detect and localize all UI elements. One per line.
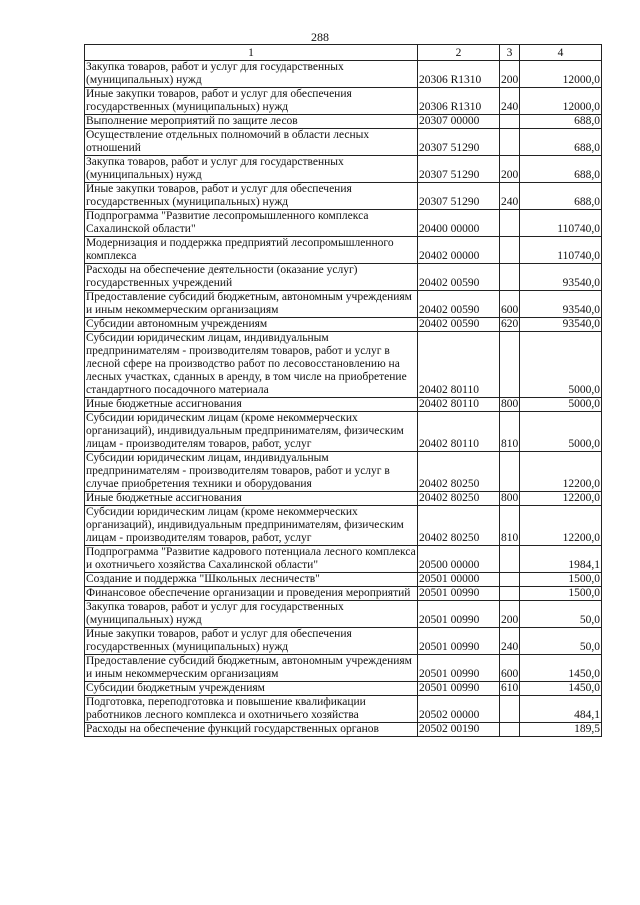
row-code-cell: 20402 00590 bbox=[418, 291, 500, 318]
budget-table bbox=[84, 44, 602, 737]
row-sum-cell: 110740,0 bbox=[520, 210, 602, 237]
row-code-cell: 20502 00000 bbox=[418, 696, 500, 723]
row-name-cell: Субсидии юридическим лицам (кроме некоммерческих организаций), индивидуальным предпринимателям, физическим лицам - производителям товаров, работ, услуг bbox=[85, 506, 418, 546]
row-expense-type-cell: 600 bbox=[500, 291, 520, 318]
row-code-cell: 20402 00000 bbox=[418, 237, 500, 264]
row-sum-cell: 12200,0 bbox=[520, 492, 602, 506]
row-code-cell: 20402 80250 bbox=[418, 506, 500, 546]
page-number: 288 bbox=[311, 30, 329, 44]
table-row bbox=[85, 291, 602, 318]
table-row bbox=[85, 723, 602, 737]
table-row bbox=[85, 492, 602, 506]
row-sum-cell: 5000,0 bbox=[520, 332, 602, 398]
row-code-cell: 20307 51290 bbox=[418, 129, 500, 156]
table-row bbox=[85, 506, 602, 546]
column-header-sum: 4 bbox=[520, 45, 602, 61]
row-code-cell: 20501 00990 bbox=[418, 628, 500, 655]
row-code-cell: 20501 00990 bbox=[418, 655, 500, 682]
table-row bbox=[85, 210, 602, 237]
row-expense-type-cell: 240 bbox=[500, 183, 520, 210]
row-sum-cell: 50,0 bbox=[520, 628, 602, 655]
row-name-cell: Модернизация и поддержка предприятий лесопромышленного комплекса bbox=[85, 237, 418, 264]
table-body bbox=[85, 61, 602, 737]
row-expense-type-cell: 600 bbox=[500, 655, 520, 682]
row-expense-type-cell bbox=[500, 264, 520, 291]
row-sum-cell: 688,0 bbox=[520, 183, 602, 210]
row-sum-cell: 5000,0 bbox=[520, 412, 602, 452]
row-name-cell: Субсидии юридическим лицам, индивидуальным предпринимателям - производителям товаров, работ и услуг в лесной сфере на производство работ по лесовосстановлению на лесных участках, сданных в аренду, в том числе на приобретение стандартного посадочного материала bbox=[85, 332, 418, 398]
row-name-cell: Субсидии бюджетным учреждениям bbox=[85, 682, 418, 696]
row-sum-cell: 688,0 bbox=[520, 129, 602, 156]
row-sum-cell: 12000,0 bbox=[520, 88, 602, 115]
row-code-cell: 20400 00000 bbox=[418, 210, 500, 237]
row-name-cell: Расходы на обеспечение функций государственных органов bbox=[85, 723, 418, 737]
row-sum-cell: 50,0 bbox=[520, 601, 602, 628]
row-name-cell: Подпрограмма "Развитие кадрового потенциала лесного комплекса и охотничьего хозяйства Сахалинской области" bbox=[86, 546, 416, 571]
row-sum-cell: 484,1 bbox=[520, 696, 602, 723]
row-expense-type-cell bbox=[500, 237, 520, 264]
column-header-name: 1 bbox=[85, 45, 418, 61]
table-row bbox=[85, 183, 602, 210]
row-expense-type-cell: 800 bbox=[501, 492, 519, 504]
row-expense-type-cell bbox=[500, 210, 520, 237]
table-row bbox=[85, 61, 602, 88]
row-name-cell: Закупка товаров, работ и услуг для государственных (муниципальных) нужд bbox=[85, 601, 418, 628]
table-row bbox=[85, 412, 602, 452]
table-row bbox=[85, 88, 602, 115]
table-row bbox=[85, 573, 602, 587]
row-sum-cell: 93540,0 bbox=[520, 318, 602, 332]
row-code-cell: 20307 00000 bbox=[418, 115, 500, 129]
row-name-cell: Выполнение мероприятий по защите лесов bbox=[85, 115, 418, 129]
row-expense-type-cell: 810 bbox=[500, 412, 520, 452]
row-code-cell: 20402 80250 bbox=[418, 492, 500, 506]
row-name-cell: Иные закупки товаров, работ и услуг для обеспечения государственных (муниципальных) нужд bbox=[85, 88, 418, 115]
row-name-cell: Субсидии юридическим лицам, индивидуальным предпринимателям - производителям товаров, работ и услуг в случае приобретения техники и оборудования bbox=[85, 452, 418, 492]
row-sum-cell: 12200,0 bbox=[520, 452, 602, 492]
row-name-cell: Создание и поддержка "Школьных лесничеств" bbox=[85, 573, 418, 587]
row-code-cell: 20307 51290 bbox=[418, 156, 500, 183]
row-expense-type-cell bbox=[500, 587, 520, 601]
row-expense-type-cell bbox=[500, 723, 520, 737]
row-code-cell: 20307 51290 bbox=[418, 183, 500, 210]
row-sum-cell: 5000,0 bbox=[520, 398, 602, 412]
row-sum-cell: 93540,0 bbox=[520, 264, 602, 291]
row-name-cell: Подготовка, переподготовка и повышение квалификации работников лесного комплекса и охотничьего хозяйства bbox=[85, 696, 418, 723]
row-expense-type-cell: 200 bbox=[500, 601, 520, 628]
row-code-cell: 20501 00990 bbox=[418, 587, 500, 601]
row-expense-type-cell bbox=[500, 546, 520, 573]
row-code-cell: 20402 00590 bbox=[418, 318, 500, 332]
table-row bbox=[85, 601, 602, 628]
table-row bbox=[85, 129, 602, 156]
table-row bbox=[85, 156, 602, 183]
row-name-cell: Закупка товаров, работ и услуг для государственных (муниципальных) нужд bbox=[85, 61, 418, 88]
row-expense-type-cell: 200 bbox=[500, 156, 520, 183]
table-row bbox=[85, 332, 602, 398]
row-name-cell: Финансовое обеспечение организации и проведения мероприятий bbox=[85, 587, 418, 601]
row-name-cell: Предоставление субсидий бюджетным, автономным учреждениям и иным некоммерческим организациям bbox=[85, 655, 418, 682]
row-expense-type-cell bbox=[500, 573, 520, 587]
table-row bbox=[85, 318, 602, 332]
table-row bbox=[85, 115, 602, 129]
row-name-cell: Иные закупки товаров, работ и услуг для обеспечения государственных (муниципальных) нужд bbox=[85, 183, 418, 210]
table-row bbox=[85, 682, 602, 696]
row-expense-type-cell bbox=[500, 452, 520, 492]
row-code-cell: 20306 R1310 bbox=[418, 88, 500, 115]
row-expense-type-cell bbox=[500, 696, 520, 723]
row-name-cell: Субсидии автономным учреждениям bbox=[85, 318, 418, 332]
row-expense-type-cell: 200 bbox=[500, 61, 520, 88]
table-row bbox=[85, 237, 602, 264]
row-expense-type-cell: 610 bbox=[501, 682, 519, 694]
row-expense-type-cell: 240 bbox=[500, 88, 520, 115]
row-code-cell: 20306 R1310 bbox=[418, 61, 500, 88]
row-name-cell: Предоставление субсидий бюджетным, автономным учреждениям и иным некоммерческим организациям bbox=[85, 291, 418, 318]
table-row bbox=[85, 546, 602, 573]
row-expense-type-cell: 810 bbox=[500, 506, 520, 546]
row-sum-cell: 688,0 bbox=[520, 115, 602, 129]
row-expense-type-cell: 800 bbox=[501, 398, 519, 410]
row-expense-type-cell: 240 bbox=[500, 628, 520, 655]
table-row bbox=[85, 696, 602, 723]
row-code-cell: 20402 80110 bbox=[418, 398, 500, 412]
row-code-cell: 20501 00000 bbox=[418, 573, 500, 587]
header-row bbox=[85, 45, 602, 61]
row-code-cell: 20501 00990 bbox=[418, 601, 500, 628]
row-sum-cell: 12000,0 bbox=[520, 61, 602, 88]
row-expense-type-cell bbox=[500, 332, 520, 398]
row-name-cell: Иные бюджетные ассигнования bbox=[85, 492, 418, 506]
row-code-cell: 20402 80250 bbox=[418, 452, 500, 492]
row-expense-type-cell bbox=[500, 115, 520, 129]
row-name-cell: Осуществление отдельных полномочий в области лесных отношений bbox=[85, 129, 418, 156]
row-name-cell: Иные бюджетные ассигнования bbox=[85, 398, 418, 412]
row-name-cell: Иные закупки товаров, работ и услуг для обеспечения государственных (муниципальных) нужд bbox=[85, 628, 418, 655]
table-row bbox=[85, 452, 602, 492]
row-expense-type-cell bbox=[500, 129, 520, 156]
row-sum-cell: 1450,0 bbox=[520, 655, 602, 682]
row-name-cell: Подпрограмма "Развитие лесопромышленного комплекса Сахалинской области" bbox=[85, 210, 418, 237]
row-sum-cell: 110740,0 bbox=[520, 237, 602, 264]
row-code-cell: 20402 80110 bbox=[418, 412, 500, 452]
row-name-cell: Закупка товаров, работ и услуг для государственных (муниципальных) нужд bbox=[85, 156, 418, 183]
row-sum-cell: 1500,0 bbox=[520, 573, 602, 587]
row-code-cell: 20402 00590 bbox=[418, 264, 500, 291]
row-expense-type-cell: 620 bbox=[501, 318, 519, 330]
row-code-cell: 20500 00000 bbox=[418, 546, 500, 573]
column-header-expense-type: 3 bbox=[500, 45, 520, 61]
table-row bbox=[85, 398, 602, 412]
row-sum-cell: 1450,0 bbox=[520, 682, 602, 696]
row-code-cell: 20402 80110 bbox=[418, 332, 500, 398]
table-row bbox=[85, 655, 602, 682]
column-header-code: 2 bbox=[418, 45, 500, 61]
row-sum-cell: 189,5 bbox=[520, 723, 602, 737]
row-sum-cell: 1500,0 bbox=[520, 587, 602, 601]
row-sum-cell: 688,0 bbox=[520, 156, 602, 183]
row-code-cell: 20502 00190 bbox=[418, 723, 500, 737]
row-sum-cell: 12200,0 bbox=[520, 506, 602, 546]
row-code-cell: 20501 00990 bbox=[418, 682, 500, 696]
row-name-cell: Субсидии юридическим лицам (кроме некоммерческих организаций), индивидуальным предпринимателям, физическим лицам - производителям товаров, работ, услуг bbox=[85, 412, 418, 452]
table-row bbox=[85, 587, 602, 601]
table-row bbox=[85, 628, 602, 655]
row-name-cell: Расходы на обеспечение деятельности (оказание услуг) государственных учреждений bbox=[85, 264, 418, 291]
row-sum-cell: 1984,1 bbox=[520, 546, 602, 573]
row-sum-cell: 93540,0 bbox=[520, 291, 602, 318]
table-row bbox=[85, 264, 602, 291]
